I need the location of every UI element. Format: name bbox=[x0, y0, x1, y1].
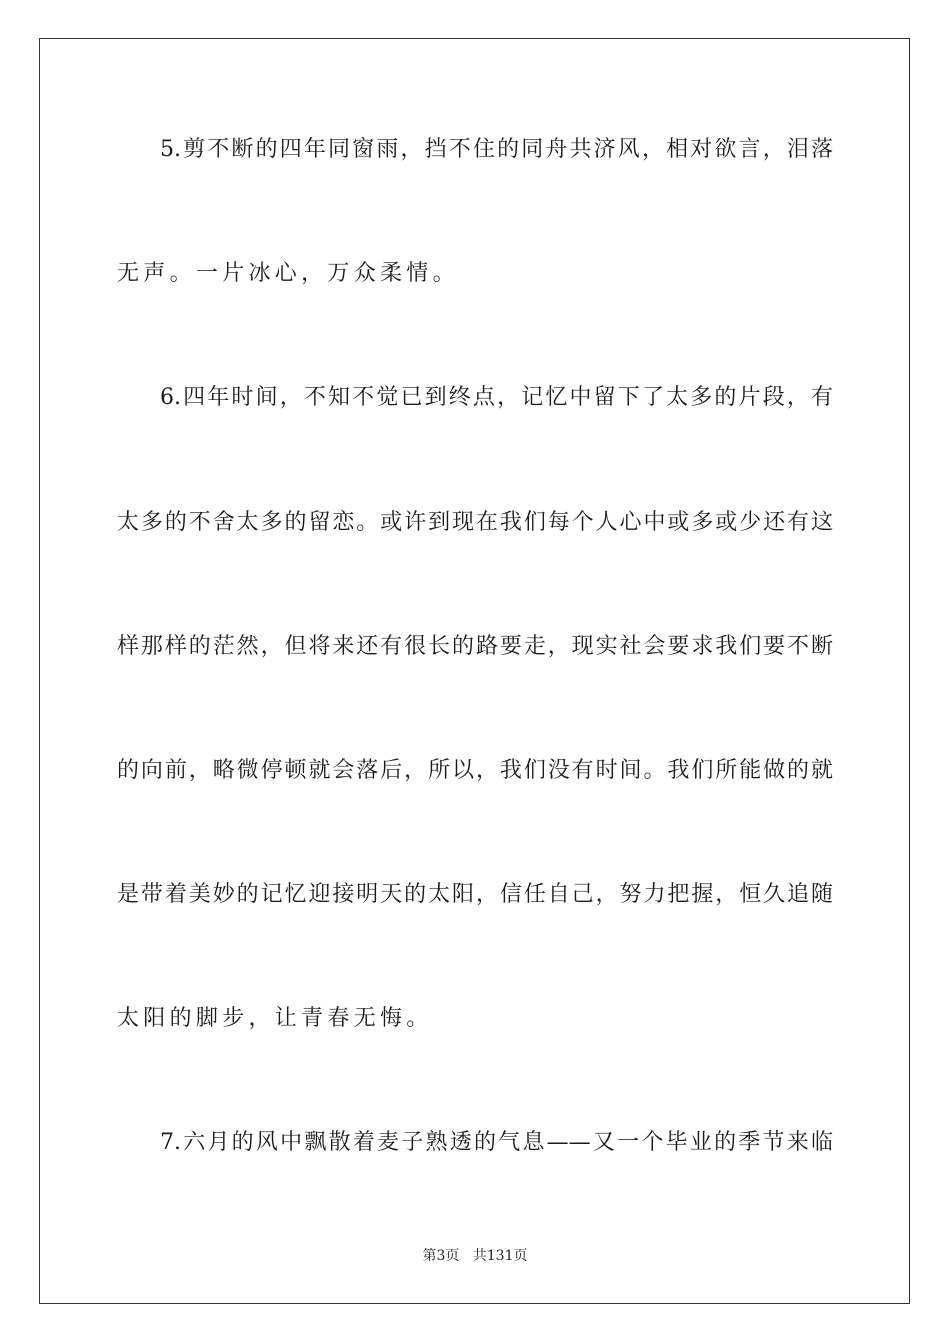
paragraph-7-line-1: 7.六月的风中飘散着麦子熟透的气息——又一个毕业的季节来临 bbox=[160, 1130, 833, 1155]
page-footer bbox=[0, 1246, 950, 1266]
paragraph-6-line-2: 太多的不舍太多的留恋。或许到现在我们每个人心中或多或少还有这 bbox=[117, 510, 833, 535]
paragraph-5-line-1: 5.剪不断的四年同窗雨，挡不住的同舟共济风，相对欲言，泪落 bbox=[160, 137, 833, 162]
paragraph-5-line-2: 无声。一片冰心，万众柔情。 bbox=[117, 261, 459, 286]
page-frame bbox=[39, 38, 910, 1304]
paragraph-6-line-6: 太阳的脚步，让青春无悔。 bbox=[117, 1006, 433, 1031]
page-number: 第3页 bbox=[422, 1248, 460, 1264]
page-total: 共131页 bbox=[472, 1248, 528, 1264]
paragraph-6-line-4: 的向前，略微停顿就会落后，所以，我们没有时间。我们所能做的就 bbox=[117, 758, 833, 783]
paragraph-6-line-5: 是带着美妙的记忆迎接明天的太阳，信任自己，努力把握，恒久追随 bbox=[117, 882, 833, 907]
paragraph-6-line-1: 6.四年时间，不知不觉已到终点，记忆中留下了太多的片段，有 bbox=[160, 385, 833, 410]
paragraph-6-line-3: 样那样的茫然，但将来还有很长的路要走，现实社会要求我们要不断 bbox=[117, 634, 833, 659]
